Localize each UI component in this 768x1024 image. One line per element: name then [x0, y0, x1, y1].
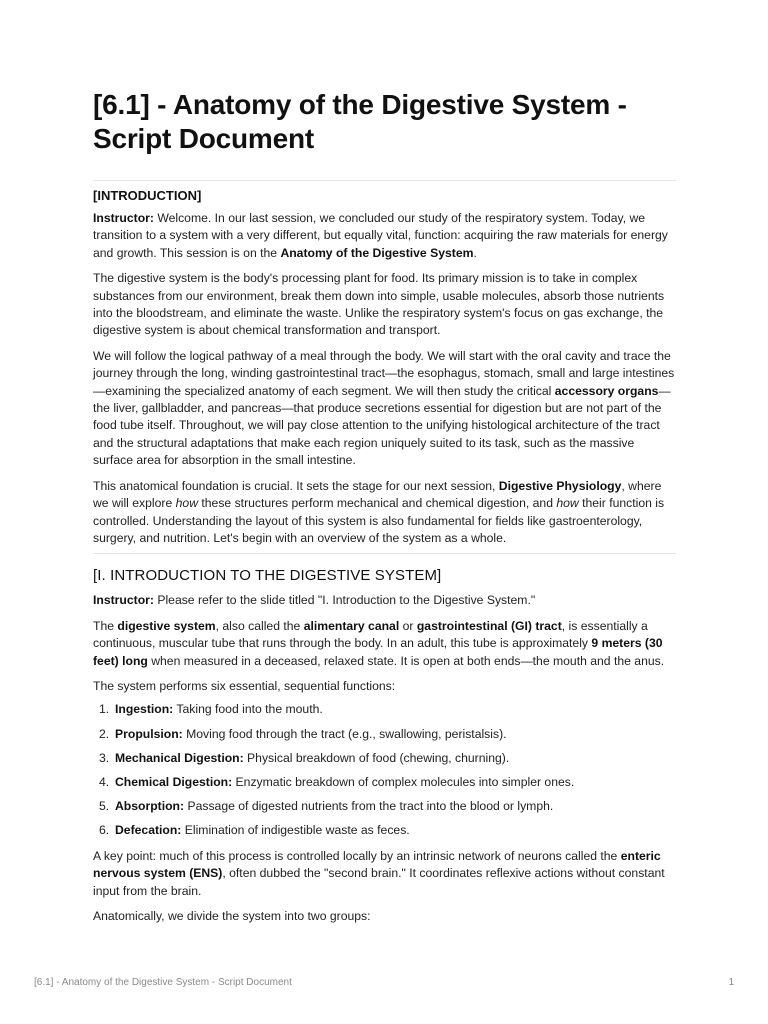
list-item: 4. Chemical Digestion: Enzymatic breakdown of complex molecules into simpler ones. — [99, 774, 575, 789]
section-1-paragraph-5: Anatomically, we divide the system into two groups: — [93, 908, 371, 923]
section-1-paragraph-4: A key point: much of this process is controlled locally by an intrinsic network of neurons called the enteric nervous system (ENS), often dubbed the "second brain." It coordinates reflexive actions without constant input from the brain. — [93, 848, 665, 898]
list-item: 3. Mechanical Digestion: Physical breakdown of food (chewing, churning). — [99, 750, 510, 765]
functions-list — [93, 701, 676, 839]
document-title: [6.1] - Anatomy of the Digestive System - Script Document — [93, 89, 627, 154]
intro-paragraph-3: We will follow the logical pathway of a meal through the body. We will start with the oral cavity and trace the journey through the long, winding gastrointestinal tract—the esophagus, stomach, small and large intestines—examining the specialized anatomy of each segment. We will then study the critical accessory organs—the liver, gallbladder, and pancreas—that produce secretions essential for digestion but are not part of the food tube itself. Throughout, we will pay close attention to the unifying histological architecture of the tract and the structural adaptations that make each region uniquely suited to its task, such as the massive surface area for absorption in the small intestine. — [93, 348, 675, 468]
section-1-paragraph-1: Instructor: Please refer to the slide titled "I. Introduction to the Digestive System." — [93, 593, 536, 608]
document-page — [93, 88, 676, 925]
title-divider — [93, 180, 676, 181]
list-item: 5. Absorption: Passage of digested nutrients from the tract into the blood or lymph. — [99, 799, 554, 814]
speaker-label: Instructor: — [93, 593, 154, 608]
list-item: 1. Ingestion: Taking food into the mouth. — [99, 702, 323, 717]
footer-title: [6.1] - Anatomy of the Digestive System - Script Document — [34, 977, 292, 988]
speaker-label: Instructor: — [93, 211, 154, 225]
section-1-heading: [I. INTRODUCTION TO THE DIGESTIVE SYSTEM] — [93, 567, 442, 585]
intro-paragraph-2: The digestive system is the body's processing plant for food. Its primary mission is to take in complex substances from our environment, break them down into simple, usable molecules, absorb those nutrients into the bloodstream, and eliminate the waste. Unlike the respiratory system's focus on gas exchange, the digestive system is about chemical transformation and transport. — [93, 271, 665, 338]
page-number: 1 — [728, 977, 734, 988]
introduction-label: [INTRODUCTION] — [93, 188, 202, 203]
intro-paragraph-1: Instructor: Welcome. In our last session, we concluded our study of the respiratory system. Today, we transition to a system with a very different, but equally vital, function: acquiring the raw materials for energy and growth. This session is on the Anatomy of the Digestive System. — [93, 211, 668, 260]
section-divider — [93, 553, 676, 554]
list-item: 2. Propulsion: Moving food through the tract (e.g., swallowing, peristalsis). — [99, 726, 507, 741]
list-item: 6. Defecation: Elimination of indigestible waste as feces. — [99, 823, 410, 838]
intro-paragraph-4: This anatomical foundation is crucial. It sets the stage for our next session, Digestive Physiology, where we will explore how these structures perform mechanical and chemical digestion, and how their function is controlled. Understanding the layout of this system is also fundamental for fields like gastroenterology, surgery, and nutrition. Let's begin with an overview of the system as a whole. — [93, 478, 665, 545]
section-1-paragraph-3: The system performs six essential, sequential functions: — [93, 678, 396, 693]
section-1-paragraph-2: The digestive system, also called the alimentary canal or gastrointestinal (GI) tract, is essentially a continuous, muscular tube that runs through the body. In an adult, this tube is approximately 9 meters (30 feet) long when measured in a deceased, relaxed state. It is open at both ends—the mouth and the anus. — [93, 618, 665, 668]
